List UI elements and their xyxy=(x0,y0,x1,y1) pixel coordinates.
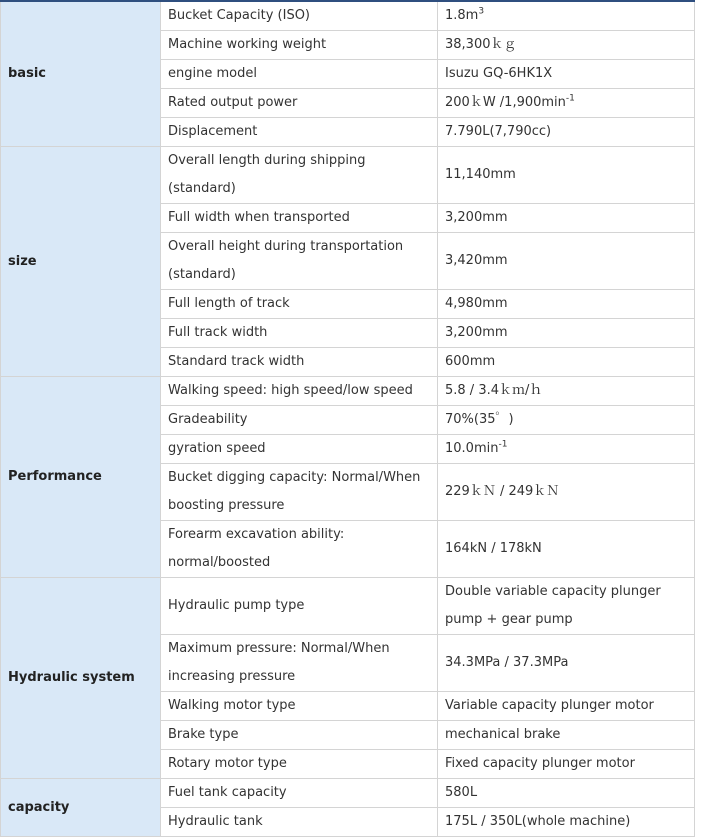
spec-label: Forearm excavation ability: normal/boosted xyxy=(161,521,438,578)
spec-value-cell xyxy=(438,721,695,750)
table-row xyxy=(1,1,695,31)
spec-label: Fuel tank capacity xyxy=(161,779,438,808)
spec-label: Overall length during shipping (standard) xyxy=(161,147,438,204)
category-cell: capacity xyxy=(1,779,161,837)
spec-value-cell xyxy=(438,319,695,348)
table-row xyxy=(1,377,695,406)
spec-value: 175L / 350L(whole machine) xyxy=(445,814,631,829)
spec-value: 4,980mm xyxy=(445,296,508,311)
spec-label: Walking speed: high speed/low speed xyxy=(161,377,438,406)
table-row xyxy=(1,779,695,808)
spec-label: Full track width xyxy=(161,319,438,348)
spec-label: Hydraulic tank xyxy=(161,808,438,837)
spec-value-cell xyxy=(438,147,695,204)
spec-label: Rotary motor type xyxy=(161,750,438,779)
table-row xyxy=(1,578,695,635)
spec-label: Rated output power xyxy=(161,89,438,118)
spec-value: 3,200mm xyxy=(445,210,508,225)
spec-value: 34.3MPa / 37.3MPa xyxy=(445,655,569,670)
spec-value-superscript: -1 xyxy=(498,439,508,450)
category-cell: Performance xyxy=(1,377,161,578)
spec-value-cell xyxy=(438,808,695,837)
spec-value-cell xyxy=(438,348,695,377)
spec-value: Isuzu GQ-6HK1X xyxy=(445,66,553,81)
spec-value-cell xyxy=(438,692,695,721)
spec-table-body xyxy=(1,1,695,837)
spec-value: 229ｋＮ / 249ｋＮ xyxy=(445,484,560,499)
spec-label: Bucket digging capacity: Normal/When boosting pressure xyxy=(161,464,438,521)
spec-label: Overall height during transportation (standard) xyxy=(161,233,438,290)
spec-value-cell xyxy=(438,89,695,118)
spec-value: 38,300ｋｇ xyxy=(445,37,517,52)
spec-value-cell xyxy=(438,204,695,233)
spec-label: Full width when transported xyxy=(161,204,438,233)
category-cell: Hydraulic system xyxy=(1,578,161,779)
spec-value: Double variable capacity plunger pump + gear pump xyxy=(445,584,661,627)
spec-value-superscript: -1 xyxy=(565,93,575,104)
spec-label: Walking motor type xyxy=(161,692,438,721)
category-cell: size xyxy=(1,147,161,377)
table-row xyxy=(1,147,695,204)
spec-value-cell xyxy=(438,1,695,31)
spec-value-cell xyxy=(438,31,695,60)
spec-value-cell xyxy=(438,521,695,578)
spec-label: Gradeability xyxy=(161,406,438,435)
spec-value: 11,140mm xyxy=(445,167,516,182)
spec-value-cell xyxy=(438,750,695,779)
spec-label: Standard track width xyxy=(161,348,438,377)
spec-label: Bucket Capacity (ISO) xyxy=(161,1,438,31)
spec-label: Maximum pressure: Normal/When increasing pressure xyxy=(161,635,438,692)
spec-label: engine model xyxy=(161,60,438,89)
spec-value: 5.8 / 3.4ｋｍ/ｈ xyxy=(445,383,543,398)
spec-value: 10.0min xyxy=(445,441,499,456)
spec-value: 70%(35゜) xyxy=(445,412,514,427)
spec-value-cell xyxy=(438,290,695,319)
spec-value: 600mm xyxy=(445,354,496,369)
spec-value: 1.8m xyxy=(445,8,479,23)
spec-label: Machine working weight xyxy=(161,31,438,60)
spec-value: mechanical brake xyxy=(445,727,561,742)
spec-label: Brake type xyxy=(161,721,438,750)
spec-value-superscript: 3 xyxy=(478,6,485,17)
spec-value: 7.790L(7,790cc) xyxy=(445,124,552,139)
spec-value-cell xyxy=(438,118,695,147)
spec-value-cell xyxy=(438,435,695,464)
spec-value-cell xyxy=(438,635,695,692)
spec-value-cell xyxy=(438,464,695,521)
spec-value-cell xyxy=(438,377,695,406)
spec-value-cell xyxy=(438,779,695,808)
spec-value: Fixed capacity plunger motor xyxy=(445,756,635,771)
spec-value: 580L xyxy=(445,785,478,800)
spec-label: Hydraulic pump type xyxy=(161,578,438,635)
category-cell: basic xyxy=(1,1,161,147)
spec-value: 3,200mm xyxy=(445,325,508,340)
spec-value: 3,420mm xyxy=(445,253,508,268)
spec-value-cell xyxy=(438,233,695,290)
spec-value: Variable capacity plunger motor xyxy=(445,698,654,713)
spec-label: Displacement xyxy=(161,118,438,147)
spec-value-cell xyxy=(438,406,695,435)
spec-value: 164kN / 178kN xyxy=(445,541,542,556)
spec-label: gyration speed xyxy=(161,435,438,464)
spec-value-cell xyxy=(438,578,695,635)
spec-label: Full length of track xyxy=(161,290,438,319)
spec-value-cell xyxy=(438,60,695,89)
spec-value: 200ｋW /1,900min xyxy=(445,95,566,110)
